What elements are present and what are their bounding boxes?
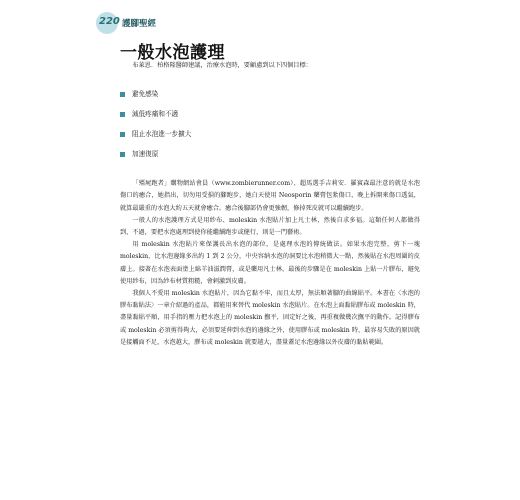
square-bullet-icon xyxy=(120,92,125,97)
intro-paragraph: 布萊恩．柏格隆醫師建議，治療水泡時，要顧慮到以下四個目標： xyxy=(132,62,312,69)
book-title: 護腳聖經 xyxy=(122,19,157,29)
list-item xyxy=(120,84,420,104)
goal-label: 加速復原 xyxy=(132,150,159,159)
list-item xyxy=(120,104,420,124)
square-bullet-icon xyxy=(120,132,125,137)
paragraph-personal-advice: 我個人不愛用 moleskin 水泡貼片，因為它黏不牢，而且太厚，無法順著腳的曲線貼平。本書在〈水泡的膠布黏貼法〉一章介紹過的產品，都能用來替代 moleskin 水泡貼片。在水泡上面黏貼膠布或 moleskin 時，盡量黏貼平順，用手指的壓力把水泡上的 moleskin 撫平，固定好之後，再重複做幾次撫平的動作。記得膠布或 moleskin 必須剪得夠大，必須要延伸到水泡的邊緣之外，使用膠布或 moleskin 時，最容易失敗的原因就是接觸面不足，水泡越大，膠布或 moleskin 就要越大，盡量蓋足水泡邊緣以外皮膚的黏貼範圍。 xyxy=(120,290,420,346)
list-item xyxy=(120,144,420,164)
paragraph-moleskin-method: 用 moleskin 水泡貼片來保護長出水泡的部位，是處理水泡的傳統做法。如果水泡完整，剪下一塊 moleskin，比水泡邊緣多出約 1 到 2 公分，中央容納水泡的洞要比水泡稍微大一點，然後貼在水泡周圍的皮膚上。接著在水泡表面塗上綿羊油滋潤膏，或是藥用凡士林，最後的步驟是在 moleskin 上貼一片膠布，避免使用紗布，因為紗布材質粗糙，會刺激到皮膚。 xyxy=(120,241,420,285)
square-bullet-icon xyxy=(120,152,125,157)
paragraph-general-care: 一般人的水泡護理方式是用紗布、moleskin 水泡貼片加上凡士林，然後自求多福。這類任何人都做得到，不過，要把水泡處理到使你能繼續跑步或健行，則是一門藝術。 xyxy=(120,216,420,237)
goal-label: 避免感染 xyxy=(132,90,159,99)
goal-label: 減低疼痛和不適 xyxy=(132,110,179,119)
page-number-badge xyxy=(96,12,118,34)
square-bullet-icon xyxy=(120,112,125,117)
paragraph-zombie-runner: 「殭屍跑者」購物網站會員（www.zombierunner.com）、超馬選手吉莉安．羅賓森最注意的就是水泡傷口的癒合，她指出，切勿用受損的腳跑步，她白天使用 Neosporin 藥膏包紮傷口，晚上拆開來傷口透氣，就算最嚴重的水泡大約五天就會癒合。癒合後腳部仍會更強韌，修掉死皮就可以繼續跑步。 xyxy=(120,180,420,212)
list-item xyxy=(120,124,420,144)
body-text xyxy=(120,60,420,349)
page-number: 220 xyxy=(99,16,120,27)
goal-label: 阻止水泡進一步擴大 xyxy=(132,130,192,139)
section-title: 一般水泡護理 xyxy=(120,43,225,63)
goals-list xyxy=(120,84,420,164)
running-header xyxy=(96,12,156,34)
